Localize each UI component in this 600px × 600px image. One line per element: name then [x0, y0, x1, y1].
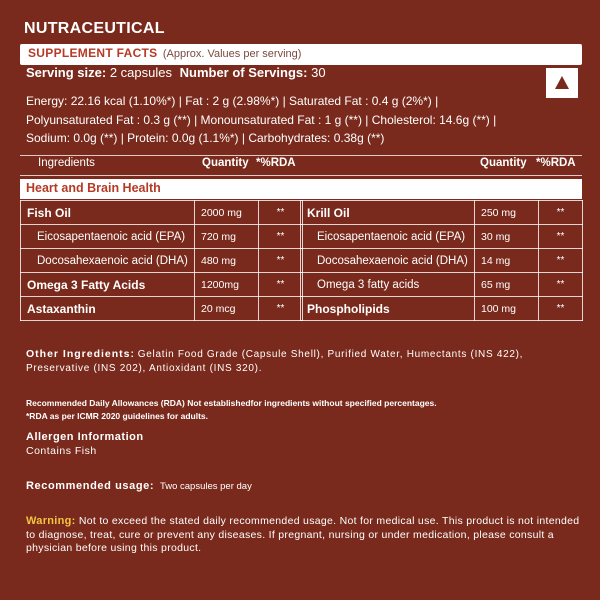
serving-info — [26, 65, 330, 80]
rda-note-line: Recommended Daily Allowances (RDA) Not establishedfor ingredients without specified percentages. — [26, 398, 437, 408]
page-title: NUTRACEUTICAL — [24, 20, 165, 37]
rda-header-left: *%RDA — [256, 157, 296, 169]
supplement-facts-note: (Approx. Values per serving) — [162, 48, 302, 60]
table-row — [21, 297, 303, 321]
ingredient-name: Phospholipids — [301, 297, 475, 321]
rda-note — [26, 397, 586, 423]
allergen-info — [26, 431, 144, 458]
ingredient-rda: ** — [539, 249, 583, 273]
divider — [20, 175, 582, 176]
table-row — [21, 201, 303, 225]
other-ingredients-text: Gelatin Food Grade (Capsule Shell), Purified Water, Humectants (INS 422), Preservative (INS 202), Antioxidant (INS 320). — [26, 349, 524, 374]
ingredient-name: Docosahexaenoic acid (DHA) — [21, 249, 195, 273]
ingredient-rda: ** — [259, 273, 303, 297]
ingredient-quantity: 14 mg — [475, 249, 539, 273]
ingredients-table-right — [300, 200, 583, 321]
triangle-mark-icon — [546, 68, 578, 98]
ingredient-name: Omega 3 fatty acids — [301, 273, 475, 297]
serving-size-value: 2 capsules — [109, 65, 172, 80]
ingredient-rda: ** — [539, 297, 583, 321]
serving-size-label: Serving size: — [26, 65, 107, 80]
ingredient-rda: ** — [539, 225, 583, 249]
supplement-facts-header — [20, 44, 582, 65]
ingredient-quantity: 720 mg — [195, 225, 259, 249]
usage-text: Two capsules per day — [159, 481, 252, 492]
table-row — [21, 249, 303, 273]
supplement-facts-label: SUPPLEMENT FACTS — [28, 46, 158, 60]
ingredient-quantity: 480 mg — [195, 249, 259, 273]
ingredient-name: Eicosapentaenoic acid (EPA) — [21, 225, 195, 249]
ingredient-name: Omega 3 Fatty Acids — [21, 273, 195, 297]
ingredient-rda: ** — [259, 225, 303, 249]
ingredient-quantity: 65 mg — [475, 273, 539, 297]
servings-count-label: Number of Servings: — [179, 65, 308, 80]
warning-label: Warning: — [26, 515, 76, 527]
usage-label: Recommended usage: — [26, 480, 155, 492]
ingredient-rda: ** — [539, 201, 583, 225]
other-ingredients-label: Other Ingredients: — [26, 348, 136, 360]
nutrition-line: Sodium: 0.0g (**) | Protein: 0.0g (1.1%*) | Carbohydrates: 0.38g (**) — [26, 131, 385, 145]
ingredient-rda: ** — [259, 249, 303, 273]
ingredient-name: Eicosapentaenoic acid (EPA) — [301, 225, 475, 249]
table-row — [21, 225, 303, 249]
ingredient-rda: ** — [539, 273, 583, 297]
allergen-heading: Allergen Information — [26, 431, 144, 443]
table-row — [301, 273, 583, 297]
nutrition-line: Energy: 22.16 kcal (1.10%*) | Fat : 2 g (2.98%*) | Saturated Fat : 0.4 g (2%*) | — [26, 94, 439, 108]
table-row — [21, 273, 303, 297]
ingredient-rda: ** — [259, 297, 303, 321]
ingredient-quantity: 1200mg — [195, 273, 259, 297]
divider — [20, 155, 582, 156]
ingredient-quantity: 2000 mg — [195, 201, 259, 225]
ingredient-rda: ** — [259, 201, 303, 225]
other-ingredients — [26, 348, 574, 375]
rda-note-line: *RDA as per ICMR 2020 guidelines for adults. — [26, 411, 209, 421]
ingredients-header: Ingredients — [38, 157, 95, 169]
ingredient-name: Krill Oil — [301, 201, 475, 225]
ingredient-quantity: 100 mg — [475, 297, 539, 321]
warning-text: Not to exceed the stated daily recommended usage. Not for medical use. This product is not intended to diagnose, treat, cure or prevent any diseases. If pregnant, nursing or under medication, please consult a physician before using this product. — [26, 515, 580, 554]
servings-count-value: 30 — [311, 65, 326, 80]
table-row — [301, 225, 583, 249]
ingredient-quantity: 30 mg — [475, 225, 539, 249]
ingredient-quantity: 20 mcg — [195, 297, 259, 321]
recommended-usage — [26, 480, 252, 494]
ingredient-name: Fish Oil — [21, 201, 195, 225]
rda-header-right: *%RDA — [536, 157, 576, 169]
ingredient-name: Astaxanthin — [21, 297, 195, 321]
table-row — [301, 297, 583, 321]
ingredients-table-left — [20, 200, 303, 321]
allergen-text: Contains Fish — [26, 444, 97, 457]
nutrition-line: Polyunsaturated Fat : 0.3 g (**) | Monounsaturated Fat : 1 g (**) | Cholesterol: 14.6g (**) | — [26, 112, 497, 127]
table-row — [301, 201, 583, 225]
ingredient-name: Docosahexaenoic acid (DHA) — [301, 249, 475, 273]
table-row — [301, 249, 583, 273]
ingredient-quantity: 250 mg — [475, 201, 539, 225]
nutrition-values — [26, 92, 546, 148]
quantity-header-right: Quantity — [480, 157, 527, 169]
quantity-header-left: Quantity — [202, 157, 249, 169]
section-title: Heart and Brain Health — [20, 179, 582, 199]
warning-note — [26, 515, 586, 556]
